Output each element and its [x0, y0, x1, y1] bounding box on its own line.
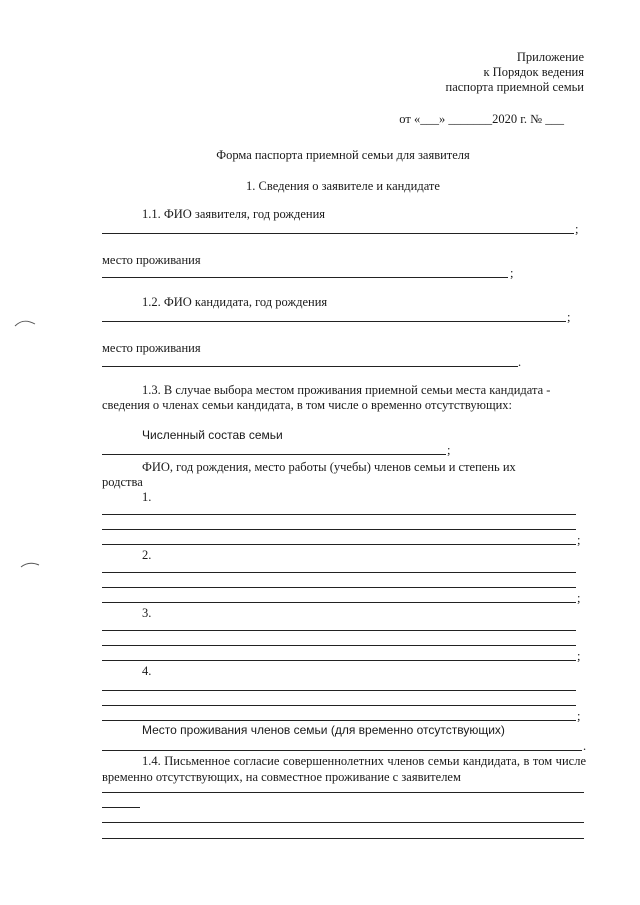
residence-label-applicant: место проживания [102, 253, 201, 267]
absent-residence-fill-line[interactable] [102, 750, 582, 751]
header-passport-ref: паспорта приемной семьи [445, 80, 584, 94]
header-appendix: Приложение [516, 50, 584, 64]
member-3-line-c[interactable] [102, 660, 576, 661]
semicolon: ; [577, 591, 581, 605]
semicolon: ; [447, 443, 451, 457]
member-1-line-c[interactable] [102, 544, 576, 545]
member-2-line-b[interactable] [102, 587, 576, 588]
semicolon: ; [577, 649, 581, 663]
margin-mark [14, 318, 36, 328]
absent-members-residence-label: Место проживания членов семьи (для временно отсутствующих) [142, 723, 505, 737]
period: . [518, 355, 522, 369]
consent-line-1[interactable] [102, 792, 584, 793]
member-2-number: 2. [142, 548, 152, 562]
item-1-3-line-2: сведения о членах семьи кандидата, в том числе о временно отсутствующих: [102, 398, 512, 412]
member-3-number: 3. [142, 606, 152, 620]
form-title: Форма паспорта приемной семьи для заявителя [216, 148, 470, 162]
family-count-label: Численный состав семьи [142, 428, 283, 442]
header-order-ref: к Порядок ведения [483, 65, 584, 79]
candidate-residence-fill-line[interactable] [102, 366, 518, 367]
semicolon: ; [577, 709, 581, 723]
member-4-line-a[interactable] [102, 690, 576, 691]
consent-line-2[interactable] [102, 807, 140, 808]
applicant-fill-line[interactable] [102, 233, 574, 234]
candidate-fill-line[interactable] [102, 321, 566, 322]
family-members-label-line-1: ФИО, год рождения, место работы (учебы) членов семьи и степень их [142, 460, 516, 474]
period: . [583, 739, 587, 753]
member-2-line-c[interactable] [102, 602, 576, 603]
member-3-line-b[interactable] [102, 645, 576, 646]
semicolon: ; [575, 222, 579, 236]
semicolon: ; [567, 310, 571, 324]
section-1-title: 1. Сведения о заявителе и кандидате [246, 179, 440, 193]
residence-label-candidate: место проживания [102, 341, 201, 355]
member-2-line-a[interactable] [102, 572, 576, 573]
family-members-label-line-2: родства [102, 475, 143, 489]
consent-line-4[interactable] [102, 838, 584, 839]
item-1-3-line-1: 1.3. В случае выбора местом проживания приемной семьи места кандидата - [142, 383, 551, 397]
applicant-residence-fill-line[interactable] [102, 277, 508, 278]
date-number-line: от «___» _______2020 г. № ___ [399, 112, 564, 126]
candidate-name-label: 1.2. ФИО кандидата, год рождения [142, 295, 328, 309]
member-1-line-a[interactable] [102, 514, 576, 515]
margin-mark [20, 560, 40, 570]
member-4-line-b[interactable] [102, 705, 576, 706]
consent-line-3[interactable] [102, 822, 584, 823]
semicolon: ; [510, 266, 514, 280]
member-4-number: 4. [142, 664, 152, 678]
member-1-number: 1. [142, 490, 152, 504]
item-1-4-consent: 1.4. Письменное согласие совершеннолетних членов семьи кандидата, в том числе временно отсутствующих, на совместное проживание с заявителем [102, 754, 586, 784]
applicant-name-label: 1.1. ФИО заявителя, год рождения [142, 207, 326, 221]
member-4-line-c[interactable] [102, 720, 576, 721]
member-3-line-a[interactable] [102, 630, 576, 631]
member-1-line-b[interactable] [102, 529, 576, 530]
family-count-fill-line[interactable] [102, 454, 446, 455]
semicolon: ; [577, 533, 581, 547]
